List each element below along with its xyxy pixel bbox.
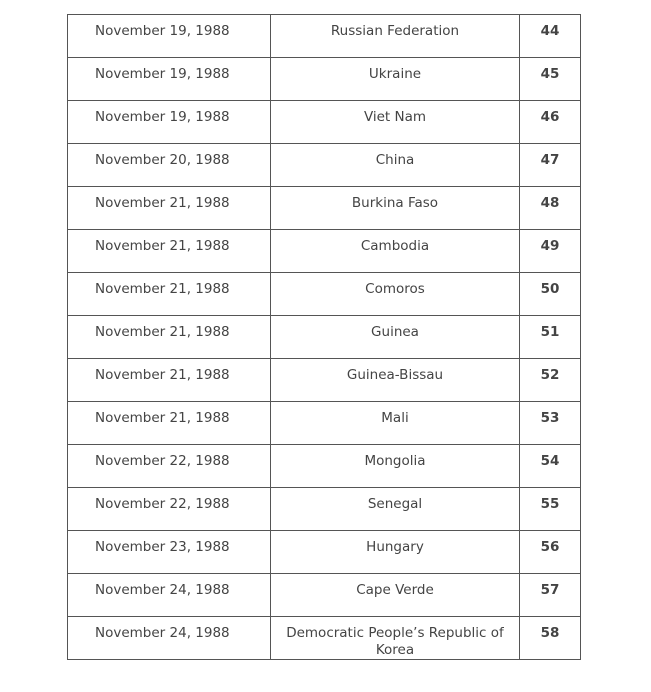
date-cell: November 21, 1988 — [68, 359, 271, 402]
country-cell: Ukraine — [271, 58, 520, 101]
order-number-cell: 46 — [520, 101, 581, 144]
table-row — [68, 617, 581, 660]
recognition-table — [67, 14, 581, 660]
table-row — [68, 187, 581, 230]
country-cell: Comoros — [271, 273, 520, 316]
table-row — [68, 273, 581, 316]
order-number-cell: 49 — [520, 230, 581, 273]
table-row — [68, 445, 581, 488]
date-cell: November 22, 1988 — [68, 445, 271, 488]
date-cell: November 23, 1988 — [68, 531, 271, 574]
table-row — [68, 574, 581, 617]
date-cell: November 21, 1988 — [68, 402, 271, 445]
country-cell: Democratic People’s Republic of Korea — [271, 617, 520, 660]
table-row — [68, 531, 581, 574]
date-cell: November 21, 1988 — [68, 230, 271, 273]
date-cell: November 19, 1988 — [68, 58, 271, 101]
table-body — [68, 15, 581, 660]
date-cell: November 19, 1988 — [68, 15, 271, 58]
country-cell: Cape Verde — [271, 574, 520, 617]
order-number-cell: 53 — [520, 402, 581, 445]
order-number-cell: 52 — [520, 359, 581, 402]
table-row — [68, 316, 581, 359]
country-cell: Cambodia — [271, 230, 520, 273]
date-cell: November 20, 1988 — [68, 144, 271, 187]
country-cell: Mali — [271, 402, 520, 445]
order-number-cell: 44 — [520, 15, 581, 58]
date-cell: November 21, 1988 — [68, 316, 271, 359]
country-cell: Senegal — [271, 488, 520, 531]
order-number-cell: 58 — [520, 617, 581, 660]
date-cell: November 21, 1988 — [68, 273, 271, 316]
country-cell: Russian Federation — [271, 15, 520, 58]
order-number-cell: 47 — [520, 144, 581, 187]
order-number-cell: 55 — [520, 488, 581, 531]
date-cell: November 19, 1988 — [68, 101, 271, 144]
date-cell: November 24, 1988 — [68, 574, 271, 617]
table-row — [68, 230, 581, 273]
table-row — [68, 488, 581, 531]
table-row — [68, 359, 581, 402]
order-number-cell: 48 — [520, 187, 581, 230]
table-row — [68, 58, 581, 101]
table-row — [68, 15, 581, 58]
order-number-cell: 54 — [520, 445, 581, 488]
date-cell: November 22, 1988 — [68, 488, 271, 531]
date-cell: November 21, 1988 — [68, 187, 271, 230]
country-cell: Guinea-Bissau — [271, 359, 520, 402]
table-row — [68, 402, 581, 445]
country-cell: Mongolia — [271, 445, 520, 488]
table-row — [68, 101, 581, 144]
table-row — [68, 144, 581, 187]
order-number-cell: 45 — [520, 58, 581, 101]
country-cell: Viet Nam — [271, 101, 520, 144]
country-cell: Burkina Faso — [271, 187, 520, 230]
order-number-cell: 56 — [520, 531, 581, 574]
order-number-cell: 50 — [520, 273, 581, 316]
country-cell: China — [271, 144, 520, 187]
country-cell: Hungary — [271, 531, 520, 574]
country-cell: Guinea — [271, 316, 520, 359]
order-number-cell: 57 — [520, 574, 581, 617]
order-number-cell: 51 — [520, 316, 581, 359]
date-cell: November 24, 1988 — [68, 617, 271, 660]
